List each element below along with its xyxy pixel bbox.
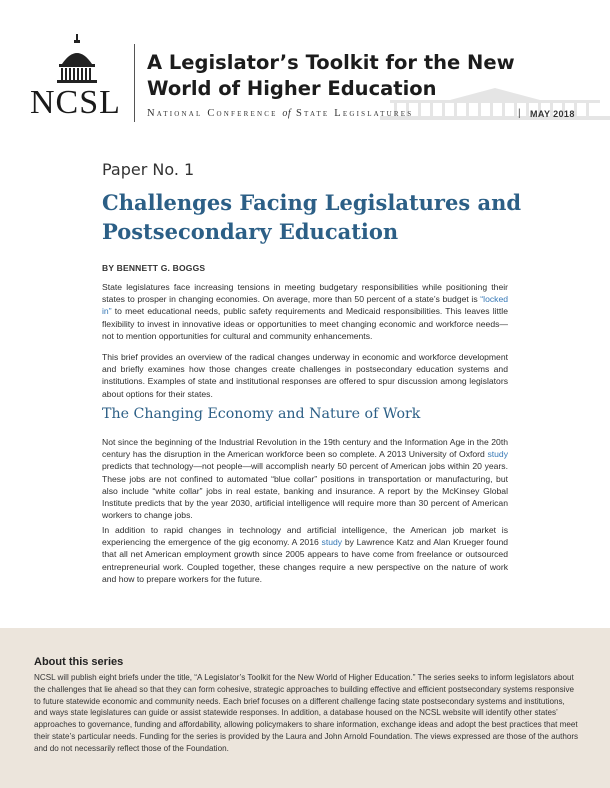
organization-name (147, 108, 413, 119)
paragraph-text: State legislatures face increasing tensions in meeting budgetary responsibilities while positioning their states to prosper in changing economies. On average, more than 50 percent of a state’s budget is (102, 282, 508, 305)
about-series-box (0, 628, 610, 788)
paragraph-text: by Lawrence Katz and Alan Krueger found that all net American employment growth since 2005 appears to have come from freelance or outsourced entrepreneurial work. Coupled together, these changes require a new perspective on the nature of work and how to prepare workers for the future. (102, 537, 509, 584)
page-header (0, 0, 610, 140)
toolkit-title: A Legislator’s Toolkit for the New World of Higher Education (147, 51, 515, 100)
capitol-building-watermark (380, 86, 610, 126)
byline: BY BENNETT G. BOGGS (102, 263, 206, 273)
paper-number: Paper No. 1 (102, 160, 195, 179)
header-divider (134, 44, 135, 122)
paragraph-overview: This brief provides an overview of the radical changes underway in economic and workforce development and briefly examines how those changes create challenges in postsecondary education systems and institutions. Examples of state and institutional responses are offered to spur discussion among legislators about options for their states. (102, 352, 508, 399)
paragraph-text: In addition to rapid changes in technology and artificial intelligence, the American job market is experiencing the emergence of the gig economy. A 2016 (102, 525, 508, 548)
paragraph-text: predicts that technology—not people—will accomplish nearly 50 percent of American jobs within 20 years. These jobs are not confined to automated “blue collar” positions in transportation or manufacturing, but also include “white collar” jobs in real estate, banking and insurance. A report by the McKinsey Global Institute predicts that by the year 2030, artificial intelligence will require more than 30 percent of American workers to change jobs. (102, 461, 508, 521)
oxford-study-link[interactable]: study (487, 449, 508, 460)
org-name-part1: National Conference (147, 108, 278, 119)
section-heading-changing-economy: The Changing Economy and Nature of Work (102, 406, 421, 422)
paragraph-gig-economy (102, 524, 508, 585)
locked-in-link[interactable]: “locked in” (102, 294, 508, 317)
paragraph-text: to meet educational needs, public safety requirements and Medicaid responsibilities. This leaves little flexibility to invest in innovative ideas or opportunities to meet changing economic and workforce needs—not to mention opportunities for cultural and community enhancements. (102, 306, 508, 341)
about-heading: About this series (34, 656, 124, 668)
date-separator: | (518, 108, 521, 119)
ncsl-logo-text: NCSL (30, 84, 121, 121)
org-name-part2: State Legislatures (296, 108, 414, 119)
paper-title: Challenges Facing Legislatures and Postsecondary Education (102, 190, 522, 244)
publication-date: MAY 2018 (530, 109, 575, 119)
paragraph-disruption (102, 436, 508, 521)
katz-krueger-study-link[interactable]: study (321, 537, 343, 548)
paragraph-text: Not since the beginning of the Industrial Revolution in the 19th century and the Information Age in the 20th century has the disruption in the American workforce been so complete. A 2013 University of Oxford (102, 437, 508, 460)
about-text: NCSL will publish eight briefs under the title, “A Legislator’s Toolkit for the New World of Higher Education.” The series seeks to inform legislators about the challenges that lie ahead so that they can form cohesive, strategic approaches to building effective and efficient postsecondary systems responsive to future statewide economic and community needs. Each brief focuses on a different challenge facing state postsecondary systems and institutions, and ways state legislatures can guide or assist statewide responses. In addition, a database housed on the NCSL website will identify other states’ approaches to governance, funding and affordability, allowing policymakers to share information, exchange ideas and adopt the best practices that meet their state’s particular needs. Funding for the series is provided by the Laura and John Arnold Foundation. The views expressed are those of the authors and do not necessarily reflect those of the Foundation. (34, 673, 579, 753)
capitol-dome-icon (48, 34, 106, 86)
ncsl-logo (30, 34, 124, 120)
paragraph-budget (102, 281, 508, 342)
org-name-of: of (282, 108, 292, 119)
